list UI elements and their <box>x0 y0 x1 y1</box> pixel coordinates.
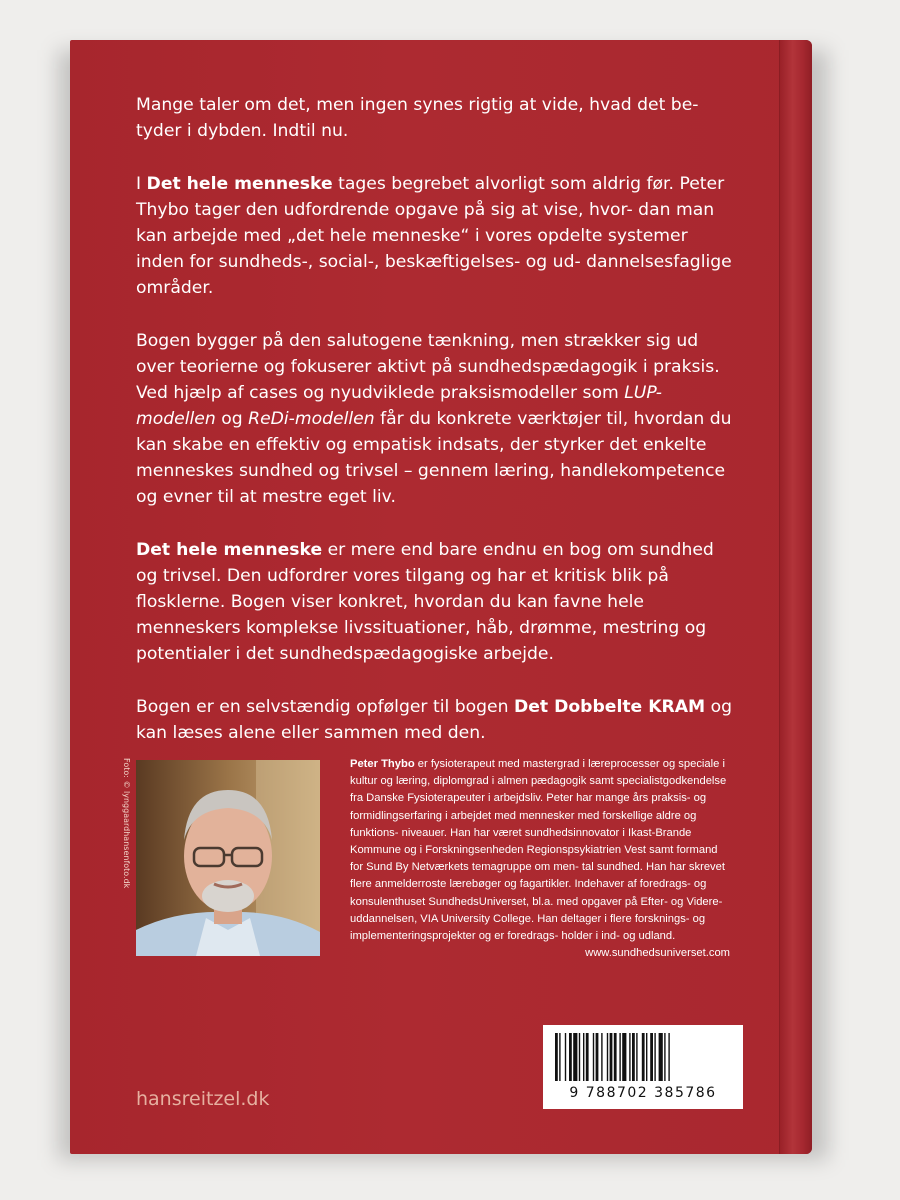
book-spine-edge <box>779 40 812 1154</box>
author-bio-text: er fysioterapeut med mastergrad i læreprocesser og speciale i kultur og læring, diplomgrad i almen pædagogik samt specialistgodkendelse fra Danske Fysioterapeuter i arbejdsliv. Peter har mange års praksis- og formidlingserfaring i arbejdet med mennesker med forskellige aldre og funktions- niveauer. Han har været sundhedsinnovator i Ikast-Brande Kommune og i Forskningsenheden Regionspsykiatrien Vest samt formand for Sund By Netværkets temagruppe om men- tal sundhed. Han har skrevet flere anmelderroste lærebøger og fagartikler. Indehaver af foredrags- og konsulenthuset SundhedsUniverset, bl.a. med opgaver på Efter- og Videre- uddannelsen, VIA University College. Han deltager i flere forsknings- og implementeringsprojekter og er foredrags- holder i ind- og udland. <box>350 758 727 943</box>
author-name: Peter Thybo <box>350 758 415 770</box>
author-bio <box>350 756 730 962</box>
model-name: ReDi-modellen <box>248 409 375 429</box>
blurb-paragraph-2: I Det hele menneske tages begrebet alvorligt som aldrig før. Peter Thybo tager den udfordrende opgave på sig at vise, hvor- dan man kan arbejde med „det hele menneske“ i vores opdelte systemer inden for sundheds-, social-, beskæftigelses- og ud- dannelsesfaglige områder. <box>136 174 732 298</box>
author-website: www.sundhedsuniverset.com <box>585 947 730 960</box>
photo-credit: Foto: © lynggaardhansenfoto.dk <box>122 758 131 889</box>
author-photo <box>136 760 320 956</box>
related-book-title: Det Dobbelte KRAM <box>513 697 706 717</box>
blurb-paragraph-4: Det hele menneske er mere end bare endnu en bog om sundhed og trivsel. Den udfordrer vores tilgang og har et kritisk blik på flosklerne. Bogen viser konkret, hvordan du kan favne hele menneskers komplekse livssituationer, håb, drømme, mestring og potentialer i det sundhedspædagogiske arbejde. <box>136 540 714 664</box>
author-portrait-illustration <box>136 760 320 956</box>
model-name: LUP-modellen <box>136 383 663 429</box>
blurb-paragraph-5: Bogen er en selvstændig opfølger til bogen Det Dobbelte KRAM og kan læses alene eller sammen med den. <box>136 697 733 743</box>
blurb-paragraph-1: Mange taler om det, men ingen synes rigtig at vide, hvad det be- tyder i dybden. Indtil nu. <box>136 95 699 141</box>
book-title-mention: Det hele menneske <box>136 540 323 560</box>
book-back-cover <box>70 40 812 1154</box>
book-title-mention: Det hele menneske <box>146 174 333 194</box>
isbn-number: 9 788702 385786 <box>569 1085 717 1101</box>
barcode-bars <box>551 1033 735 1081</box>
blurb-text <box>136 92 736 773</box>
blurb-paragraph-3: Bogen bygger på den salutogene tænkning, men strækker sig ud over teorierne og fokuserer aktivt på sundhedspædagogik i praksis. Ved hjælp af cases og nyudviklede praksismodeller som LUP-modellen og ReDi-modellen får du konkrete værktøjer til, hvordan du kan skabe en effektiv og empatisk indsats, der styrker det enkelte menneskes sundhed og trivsel – gennem læring, handlekompetence og evner til at mestre eget liv. <box>136 331 732 507</box>
isbn-barcode <box>543 1025 743 1109</box>
publisher-url: hansreitzel.dk <box>136 1088 270 1110</box>
